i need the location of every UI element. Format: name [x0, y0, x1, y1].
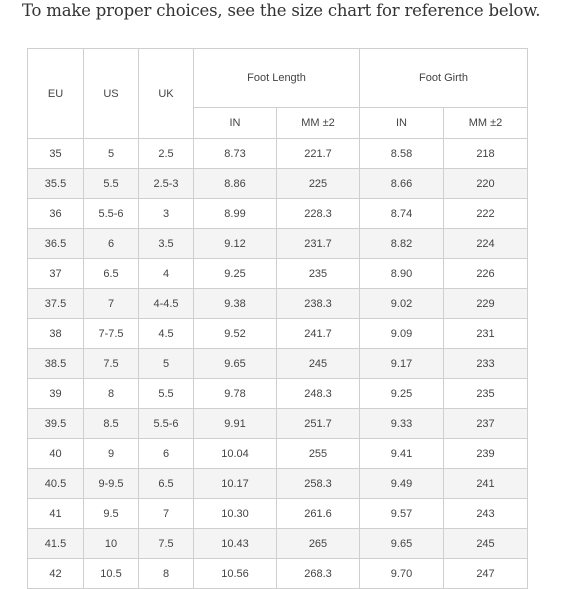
uk-cell: 4.5 — [139, 319, 194, 349]
length-in-cell: 8.86 — [194, 169, 277, 199]
us-cell: 9.5 — [84, 499, 139, 529]
us-cell: 8 — [84, 379, 139, 409]
eu-cell: 41.5 — [28, 529, 84, 559]
uk-cell: 7 — [139, 499, 194, 529]
eu-cell: 39 — [28, 379, 84, 409]
length-in-cell: 9.65 — [194, 349, 277, 379]
table-row — [28, 259, 528, 289]
length-in-cell: 10.43 — [194, 529, 277, 559]
length-mm-cell: 241.7 — [277, 319, 360, 349]
length-mm-cell: 231.7 — [277, 229, 360, 259]
header-foot-girth: Foot Girth — [360, 49, 528, 108]
us-cell: 7.5 — [84, 349, 139, 379]
table-row — [28, 289, 528, 319]
us-cell: 5.5-6 — [84, 199, 139, 229]
table-row — [28, 319, 528, 349]
length-in-cell: 8.73 — [194, 139, 277, 169]
length-in-cell: 10.30 — [194, 499, 277, 529]
length-in-cell: 8.99 — [194, 199, 277, 229]
uk-cell: 5.5-6 — [139, 409, 194, 439]
table-row — [28, 409, 528, 439]
table-row — [28, 499, 528, 529]
girth-in-cell: 8.82 — [360, 229, 444, 259]
length-mm-cell: 261.6 — [277, 499, 360, 529]
girth-mm-cell: 247 — [444, 559, 528, 589]
eu-cell: 36 — [28, 199, 84, 229]
length-mm-cell: 265 — [277, 529, 360, 559]
header-foot-length: Foot Length — [194, 49, 360, 108]
girth-mm-cell: 224 — [444, 229, 528, 259]
table-row — [28, 349, 528, 379]
length-mm-cell: 235 — [277, 259, 360, 289]
girth-mm-cell: 245 — [444, 529, 528, 559]
uk-cell: 4 — [139, 259, 194, 289]
uk-cell: 7.5 — [139, 529, 194, 559]
length-mm-cell: 255 — [277, 439, 360, 469]
length-mm-cell: 238.3 — [277, 289, 360, 319]
uk-cell: 2.5-3 — [139, 169, 194, 199]
length-in-cell: 9.38 — [194, 289, 277, 319]
girth-mm-cell: 218 — [444, 139, 528, 169]
us-cell: 6 — [84, 229, 139, 259]
length-mm-cell: 268.3 — [277, 559, 360, 589]
length-mm-cell: 251.7 — [277, 409, 360, 439]
girth-in-cell: 9.17 — [360, 349, 444, 379]
us-cell: 6.5 — [84, 259, 139, 289]
girth-mm-cell: 235 — [444, 379, 528, 409]
header-uk: UK — [139, 49, 194, 139]
length-in-cell: 9.12 — [194, 229, 277, 259]
girth-in-cell: 9.57 — [360, 499, 444, 529]
uk-cell: 5.5 — [139, 379, 194, 409]
length-in-cell: 10.17 — [194, 469, 277, 499]
table-row — [28, 559, 528, 589]
us-cell: 10 — [84, 529, 139, 559]
girth-mm-cell: 229 — [444, 289, 528, 319]
length-in-cell: 10.56 — [194, 559, 277, 589]
girth-in-cell: 8.66 — [360, 169, 444, 199]
girth-in-cell: 8.74 — [360, 199, 444, 229]
girth-mm-cell: 226 — [444, 259, 528, 289]
length-mm-cell: 258.3 — [277, 469, 360, 499]
eu-cell: 40.5 — [28, 469, 84, 499]
table-row — [28, 469, 528, 499]
uk-cell: 3.5 — [139, 229, 194, 259]
us-cell: 8.5 — [84, 409, 139, 439]
girth-in-cell: 8.90 — [360, 259, 444, 289]
table-row — [28, 379, 528, 409]
table-row — [28, 139, 528, 169]
table-row — [28, 439, 528, 469]
uk-cell: 3 — [139, 199, 194, 229]
uk-cell: 8 — [139, 559, 194, 589]
girth-in-cell: 9.33 — [360, 409, 444, 439]
length-mm-cell: 245 — [277, 349, 360, 379]
header-us: US — [84, 49, 139, 139]
girth-in-cell: 9.41 — [360, 439, 444, 469]
eu-cell: 38.5 — [28, 349, 84, 379]
girth-in-cell: 8.58 — [360, 139, 444, 169]
us-cell: 9 — [84, 439, 139, 469]
eu-cell: 41 — [28, 499, 84, 529]
table-row — [28, 169, 528, 199]
header-eu: EU — [28, 49, 84, 139]
length-in-cell: 10.04 — [194, 439, 277, 469]
length-in-cell: 9.52 — [194, 319, 277, 349]
table-row — [28, 199, 528, 229]
us-cell: 9-9.5 — [84, 469, 139, 499]
length-in-cell: 9.91 — [194, 409, 277, 439]
eu-cell: 35.5 — [28, 169, 84, 199]
girth-in-cell: 9.70 — [360, 559, 444, 589]
eu-cell: 39.5 — [28, 409, 84, 439]
header-girth-mm: MM ±2 — [444, 108, 528, 139]
girth-mm-cell: 241 — [444, 469, 528, 499]
girth-mm-cell: 239 — [444, 439, 528, 469]
header-length-mm: MM ±2 — [277, 108, 360, 139]
length-mm-cell: 225 — [277, 169, 360, 199]
girth-mm-cell: 233 — [444, 349, 528, 379]
length-mm-cell: 248.3 — [277, 379, 360, 409]
uk-cell: 4-4.5 — [139, 289, 194, 319]
girth-in-cell: 9.09 — [360, 319, 444, 349]
us-cell: 5.5 — [84, 169, 139, 199]
eu-cell: 42 — [28, 559, 84, 589]
length-mm-cell: 221.7 — [277, 139, 360, 169]
uk-cell: 6 — [139, 439, 194, 469]
length-in-cell: 9.25 — [194, 259, 277, 289]
girth-in-cell: 9.49 — [360, 469, 444, 499]
girth-mm-cell: 220 — [444, 169, 528, 199]
length-mm-cell: 228.3 — [277, 199, 360, 229]
size-chart-body — [28, 139, 528, 589]
eu-cell: 37.5 — [28, 289, 84, 319]
eu-cell: 35 — [28, 139, 84, 169]
table-row — [28, 229, 528, 259]
us-cell: 7 — [84, 289, 139, 319]
intro-text: To make proper choices, see the size chart for reference below. — [22, 1, 541, 20]
girth-mm-cell: 243 — [444, 499, 528, 529]
eu-cell: 38 — [28, 319, 84, 349]
eu-cell: 36.5 — [28, 229, 84, 259]
eu-cell: 37 — [28, 259, 84, 289]
girth-mm-cell: 231 — [444, 319, 528, 349]
us-cell: 7-7.5 — [84, 319, 139, 349]
girth-mm-cell: 222 — [444, 199, 528, 229]
length-in-cell: 9.78 — [194, 379, 277, 409]
uk-cell: 5 — [139, 349, 194, 379]
girth-mm-cell: 237 — [444, 409, 528, 439]
eu-cell: 40 — [28, 439, 84, 469]
us-cell: 10.5 — [84, 559, 139, 589]
header-girth-in: IN — [360, 108, 444, 139]
header-length-in: IN — [194, 108, 277, 139]
girth-in-cell: 9.25 — [360, 379, 444, 409]
uk-cell: 6.5 — [139, 469, 194, 499]
uk-cell: 2.5 — [139, 139, 194, 169]
size-chart-table — [27, 48, 528, 589]
table-row — [28, 529, 528, 559]
girth-in-cell: 9.02 — [360, 289, 444, 319]
us-cell: 5 — [84, 139, 139, 169]
girth-in-cell: 9.65 — [360, 529, 444, 559]
